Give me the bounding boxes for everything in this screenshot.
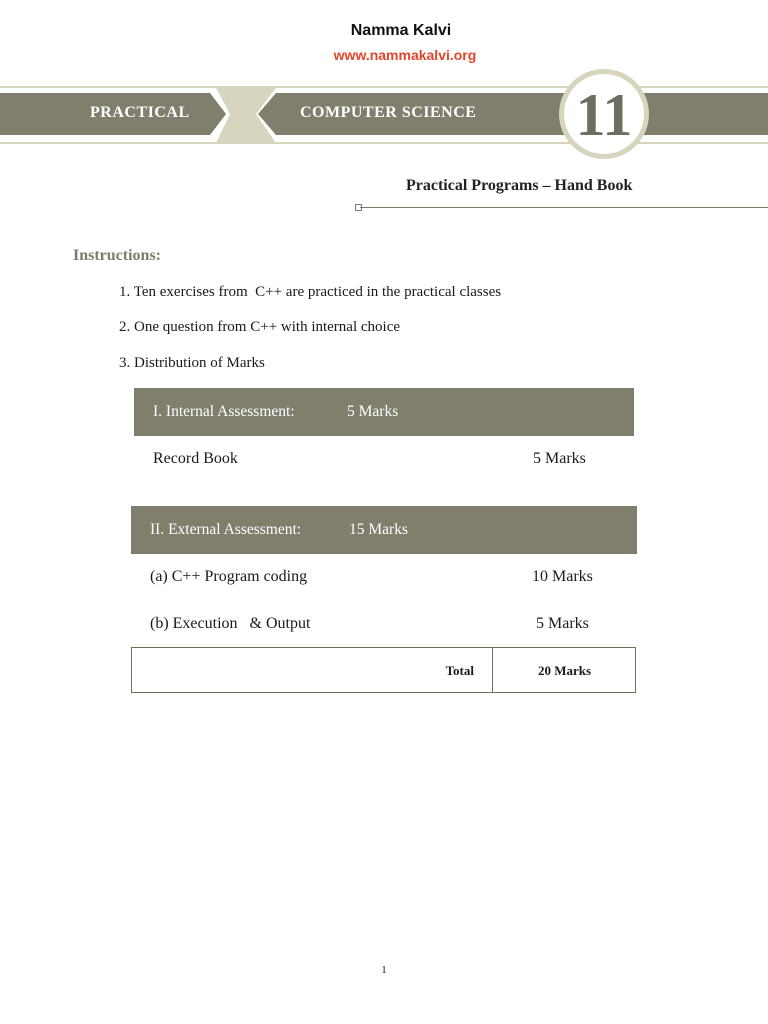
site-url-link[interactable]: www.nammakalvi.org xyxy=(333,47,477,63)
site-name: Namma Kalvi xyxy=(350,22,452,39)
section-rule xyxy=(360,207,768,208)
banner-practical-label: PRACTICAL xyxy=(90,104,190,121)
table-row-marks: 10 Marks xyxy=(532,568,593,585)
internal-assessment-marks: 5 Marks xyxy=(347,403,399,420)
external-assessment-marks: 15 Marks xyxy=(349,521,408,538)
table-row-item: (a) C++ Program coding xyxy=(150,568,308,585)
class-number-badge: 11 xyxy=(575,82,633,148)
external-assessment-label: II. External Assessment: xyxy=(150,521,302,538)
section-title: Practical Programs – Hand Book xyxy=(406,177,633,194)
table-row-marks: 5 Marks xyxy=(536,615,589,632)
external-assessment-header xyxy=(131,506,637,554)
instructions-heading: Instructions: xyxy=(73,247,162,264)
table-row-marks: 5 Marks xyxy=(533,450,586,467)
instruction-item: 3. Distribution of Marks xyxy=(119,355,265,371)
table-row-item: (b) Execution & Output xyxy=(150,615,311,632)
instruction-item: 1. Ten exercises from C++ are practiced in the practical classes xyxy=(119,284,502,300)
instruction-item: 2. One question from C++ with internal choice xyxy=(119,319,401,335)
total-label: Total xyxy=(445,663,474,678)
total-row xyxy=(131,647,636,693)
internal-assessment-label: I. Internal Assessment: xyxy=(153,403,295,420)
banner-subject-label: COMPUTER SCIENCE xyxy=(300,104,477,121)
page-number: 1 xyxy=(381,964,387,976)
table-row-item: Record Book xyxy=(153,450,238,467)
internal-assessment-header xyxy=(134,388,634,436)
total-marks: 20 Marks xyxy=(537,663,592,678)
